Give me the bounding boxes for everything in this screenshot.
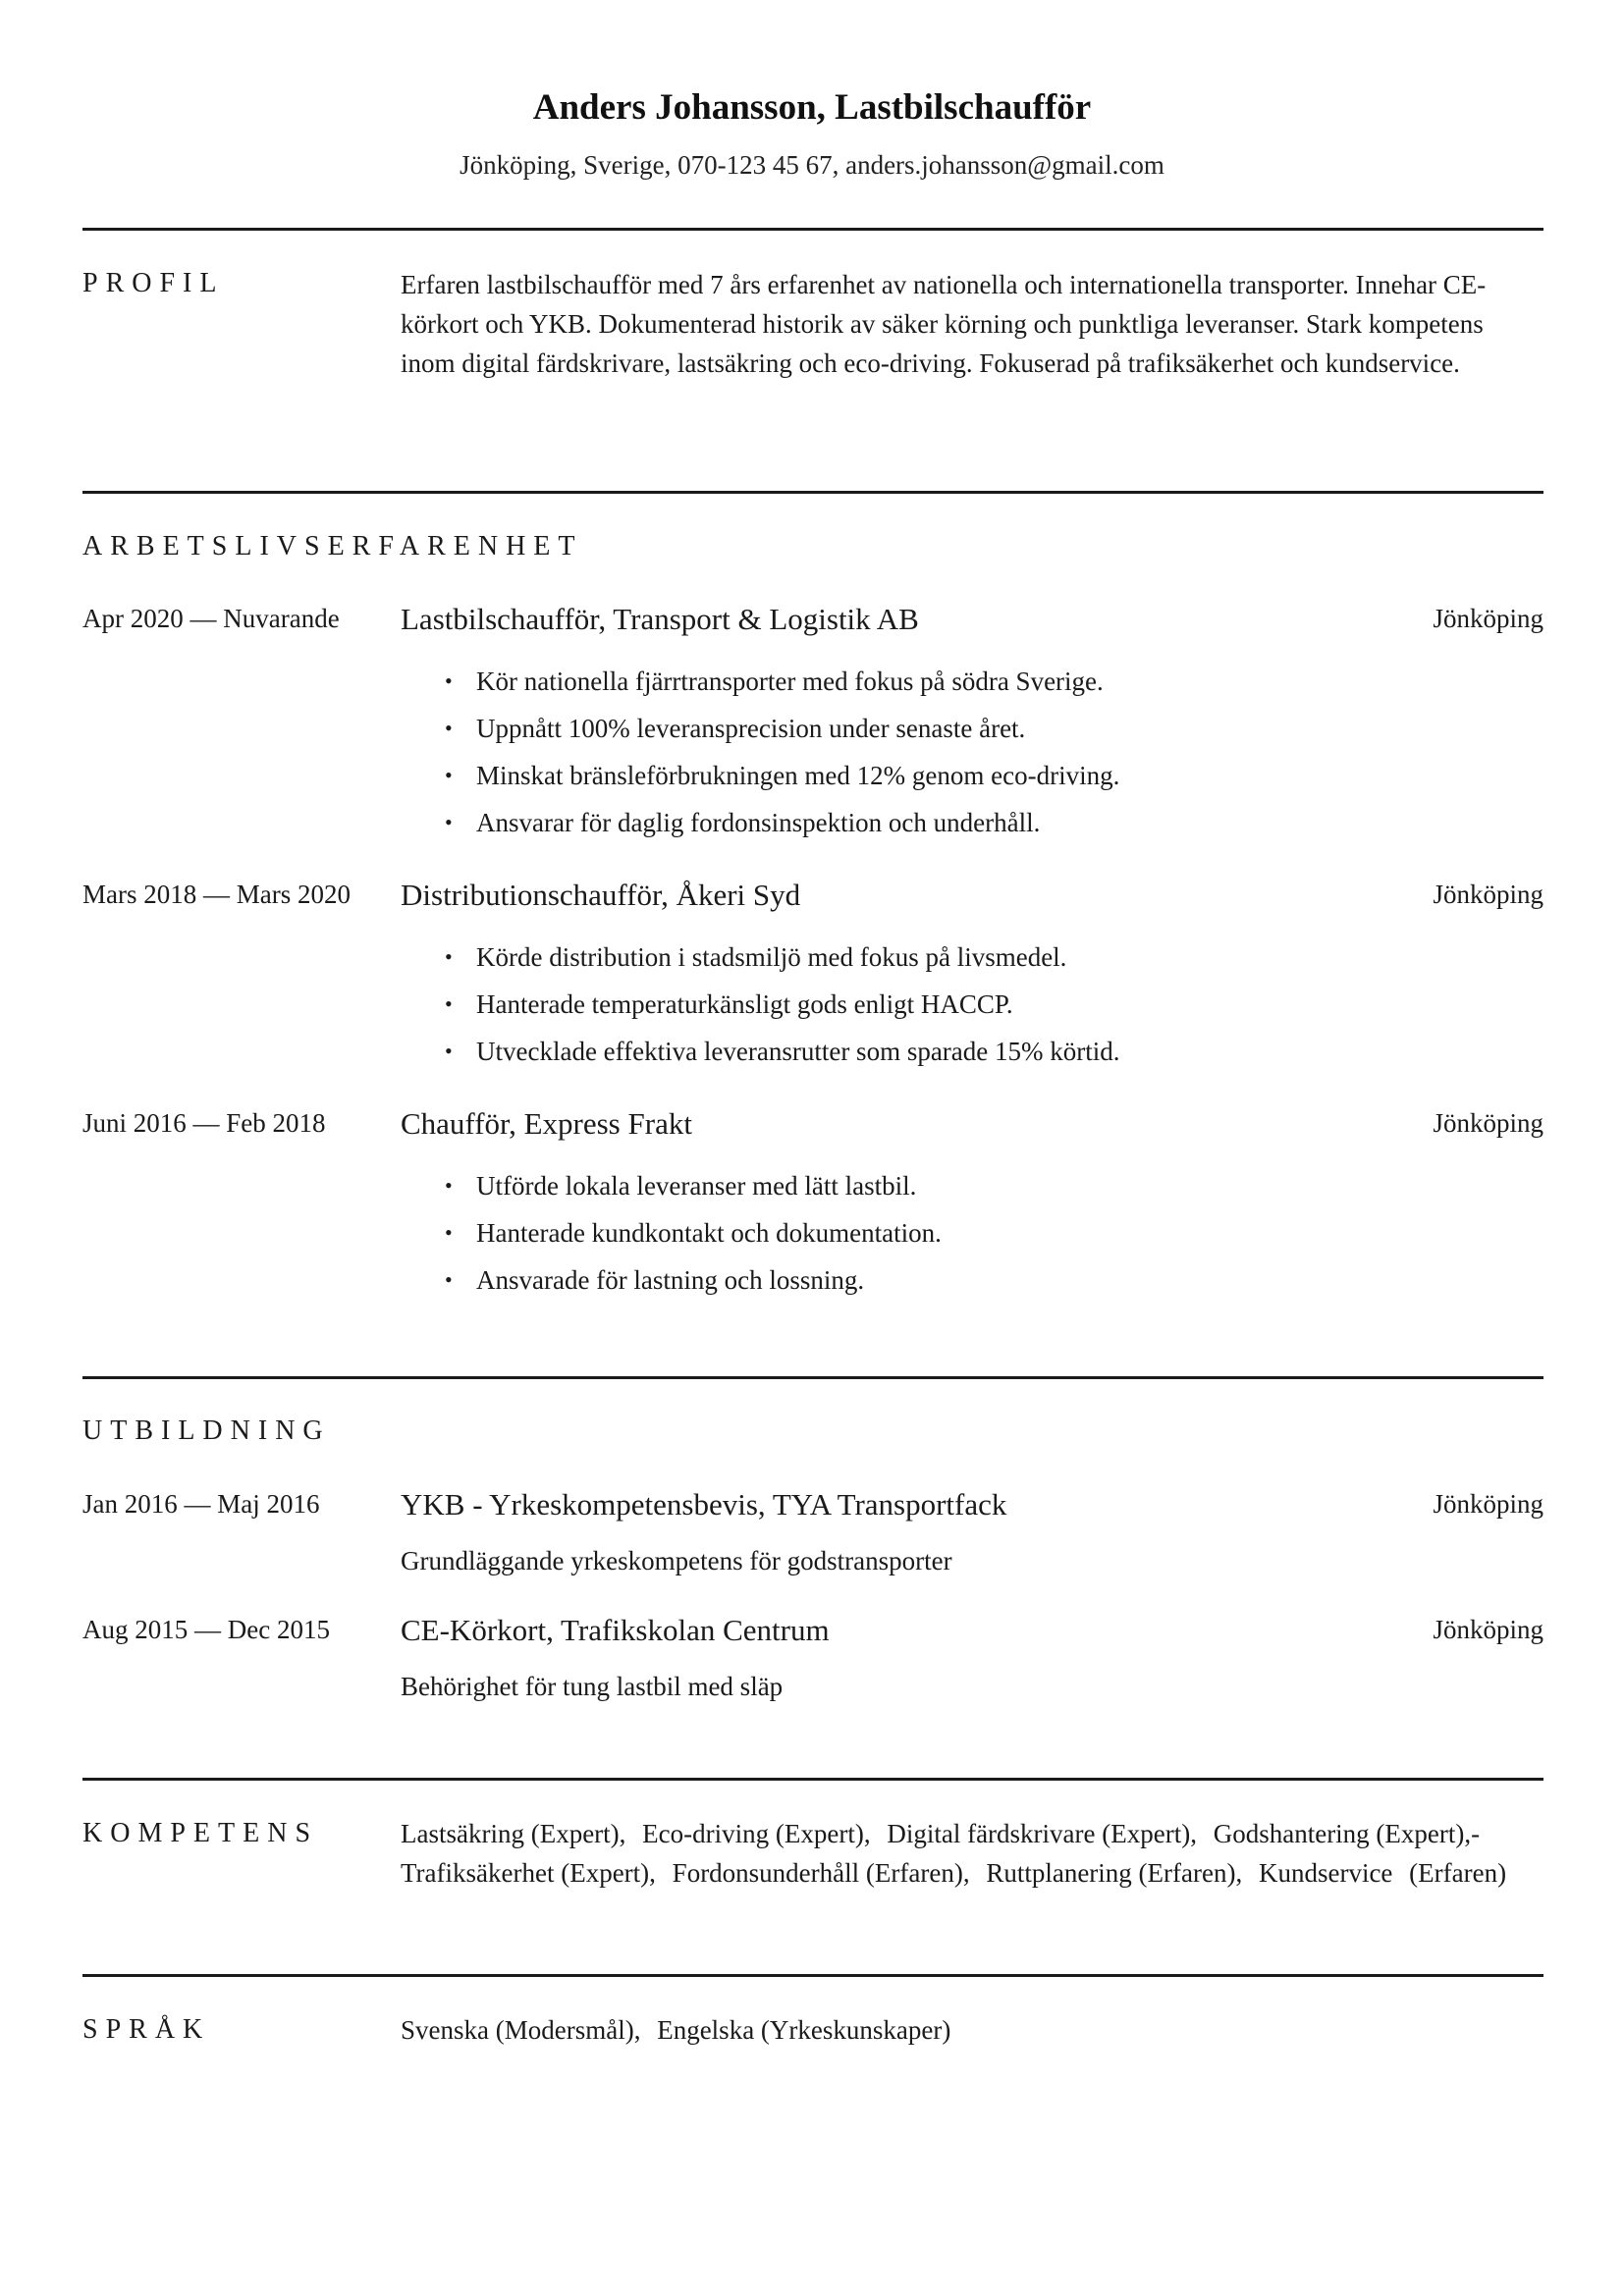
bullet-item [445,1209,1458,1256]
bullet-icon: • [445,668,453,693]
education-description: Grundläggande yrkeskompetens för godstransporter [401,1546,952,1575]
skills-list [401,1814,1543,1893]
bullet-text: Utförde lokala leveranser med lätt lastbil. [476,1171,917,1201]
bullet-item [445,658,1458,705]
bullet-item [445,705,1458,752]
candidate-name: Anders Johansson, Lastbilschaufför [532,87,1092,128]
bullet-icon: • [445,944,453,969]
skill-item: Ruttplanering (Erfaren), [986,1858,1243,1888]
resume-header [0,84,1624,183]
skill-item: (Erfaren) [1409,1858,1507,1888]
section-label-skills: KOMPETENS [82,1818,319,1848]
education-title: CE-Körkort, Trafikskolan Centrum [401,1613,830,1647]
bullet-icon: • [445,810,453,834]
bullet-item [445,1162,1458,1209]
bullet-icon: • [445,1220,453,1245]
bullet-text: Kör nationella fjärrtransporter med fokus på södra Sverige. [476,667,1104,696]
job-bullets [401,658,1458,846]
bullet-text: Körde distribution i stadsmiljö med fokus på livsmedel. [476,942,1067,972]
bullet-item [445,799,1458,846]
language-item: Svenska (Modersmål), [401,2015,641,2045]
bullet-text: Minskat bränsleförbrukningen med 12% genom eco-driving. [476,761,1120,790]
section-label-profile: PROFIL [82,268,225,298]
education-title: YKB - Yrkeskompetensbevis, TYA Transportfack [401,1487,1007,1522]
bullet-text: Hanterade temperaturkänsligt gods enligt HACCP. [476,989,1013,1019]
bullet-text: Ansvarar för daglig fordonsinspektion och underhåll. [476,808,1041,837]
bullet-icon: • [445,763,453,787]
education-location: Jönköping [1433,1489,1543,1519]
bullet-icon: • [445,716,453,740]
bullet-icon: • [445,1173,453,1198]
bullet-text: Utvecklade effektiva leveransrutter som sparade 15% körtid. [476,1037,1120,1066]
education-location: Jönköping [1433,1615,1543,1644]
job-title: Chaufför, Express Frakt [401,1106,692,1141]
language-item: Engelska (Yrkeskunskaper) [657,2015,951,2045]
languages-list [401,2010,1543,2050]
section-label-experience: ARBETSLIVSERFARENHET [82,531,583,561]
job-location: Jönköping [1433,1108,1543,1138]
skill-item: Eco-driving (Expert), [642,1819,871,1848]
skill-item: Godshantering (Expert),- [1213,1819,1481,1848]
divider [82,1778,1543,1781]
skill-item: Fordonsunderhåll (Erfaren), [672,1858,970,1888]
divider [82,1974,1543,1977]
job-title: Distributionschaufför, Åkeri Syd [401,878,801,912]
bullet-text: Uppnått 100% leveransprecision under senaste året. [476,714,1026,743]
bullet-item [445,1256,1458,1304]
bullet-icon: • [445,991,453,1016]
education-dates: Jan 2016 — Maj 2016 [82,1489,320,1519]
skill-item: Lastsäkring (Expert), [401,1819,626,1848]
bullet-item [445,981,1458,1028]
section-label-languages: SPRÅK [82,2014,211,2045]
bullet-icon: • [445,1039,453,1063]
job-location: Jönköping [1433,880,1543,909]
bullet-text: Hanterade kundkontakt och dokumentation. [476,1218,942,1248]
job-dates: Juni 2016 — Feb 2018 [82,1108,326,1138]
skill-item: Digital färdskrivare (Expert), [887,1819,1197,1848]
job-bullets [401,934,1458,1075]
divider [82,491,1543,494]
education-dates: Aug 2015 — Dec 2015 [82,1615,330,1644]
bullet-item [445,752,1458,799]
education-description: Behörighet för tung lastbil med släp [401,1672,784,1701]
job-title: Lastbilschaufför, Transport & Logistik AB [401,602,919,636]
job-dates: Apr 2020 — Nuvarande [82,604,340,633]
bullet-item [445,1028,1458,1075]
divider [82,228,1543,231]
bullet-item [445,934,1458,981]
section-label-education: UTBILDNING [82,1415,331,1446]
job-location: Jönköping [1433,604,1543,633]
bullet-icon: • [445,1267,453,1292]
job-dates: Mars 2018 — Mars 2020 [82,880,351,909]
bullet-text: Ansvarade för lastning och lossning. [476,1265,865,1295]
contact-line: Jönköping, Sverige, 070-123 45 67, anders.johansson@gmail.com [460,150,1164,180]
profile-text: Erfaren lastbilschaufför med 7 års erfarenhet av nationella och internationella transporter. Innehar CE-körkort och YKB. Dokumenterad historik av säker körning och punktliga leveranser. Stark kompetens inom digital färdskrivare, lastsäkring och eco-driving. Fokuserad på trafiksäkerhet och kundservice. [401,270,1487,378]
skill-item: Trafiksäkerhet (Expert), [401,1858,656,1888]
skill-item: Kundservice [1258,1858,1393,1888]
job-bullets [401,1162,1458,1304]
divider [82,1376,1543,1379]
